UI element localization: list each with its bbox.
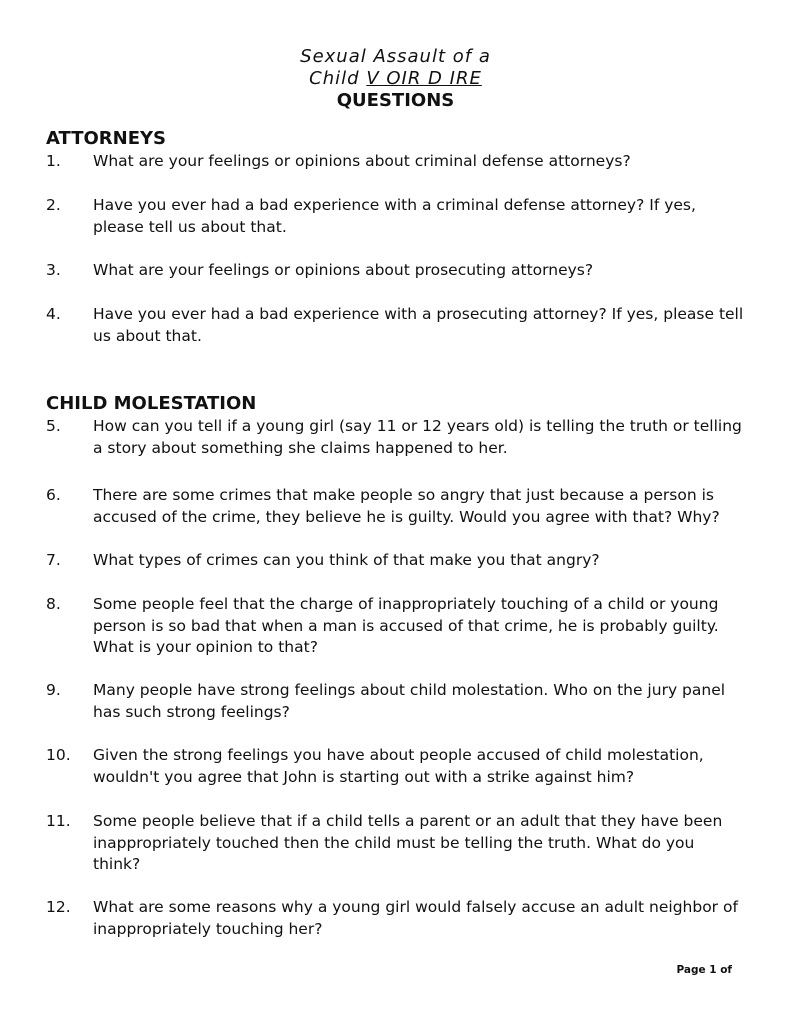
question-number: 12.: [46, 898, 71, 916]
question-item: [46, 304, 746, 347]
question-item: [46, 195, 746, 238]
question-item: [46, 151, 746, 173]
question-item: [46, 811, 746, 876]
question-text: Some people feel that the charge of inappropriately touching of a child or young person is so bad that when a man is accused of that crime, he is probably guilty. What is your opinion to that?: [93, 595, 719, 656]
question-text: Have you ever had a bad experience with a prosecuting attorney? If yes, please tell us about that.: [93, 305, 744, 345]
question-text: Some people believe that if a child tells a parent or an adult that they have been inappropriately touched then the child must be telling the truth. What do you think?: [93, 812, 723, 873]
question-text: What types of crimes can you think of that make you that angry?: [93, 551, 600, 569]
question-text: What are your feelings or opinions about prosecuting attorneys?: [93, 261, 594, 279]
question-item: [46, 485, 746, 528]
question-number: 10.: [46, 746, 71, 764]
page-number-footer: Page 1 of: [676, 964, 732, 976]
question-text: Many people have strong feelings about child molestation. Who on the jury panel has such strong feelings?: [93, 681, 726, 721]
question-number: 3.: [46, 261, 61, 279]
question-item: [46, 416, 746, 459]
title-line-2-prefix: Child: [309, 68, 367, 89]
question-item: [46, 260, 746, 282]
question-number: 9.: [46, 681, 61, 699]
question-text: How can you tell if a young girl (say 11 or 12 years old) is telling the truth or telling a story about something she claims happened to her.: [93, 417, 742, 457]
question-number: 4.: [46, 305, 61, 323]
question-item: [46, 680, 746, 723]
question-number: 1.: [46, 152, 61, 170]
section-heading-attorneys: ATTORNEYS: [46, 128, 167, 149]
question-text: There are some crimes that make people so angry that just because a person is accused of the crime, they believe he is guilty. Would you agree with that? Why?: [93, 486, 720, 526]
question-text: Have you ever had a bad experience with a criminal defense attorney? If yes, please tell us about that.: [93, 196, 696, 236]
question-number: 2.: [46, 196, 61, 214]
section-heading-child-molestation: CHILD MOLESTATION: [46, 393, 257, 414]
title-voir-dire: V OIR D IRE: [366, 68, 482, 89]
question-text: What are some reasons why a young girl would falsely accuse an adult neighbor of inappropriately touching her?: [93, 898, 738, 938]
question-text: Given the strong feelings you have about people accused of child molestation, wouldn't you agree that John is starting out with a strike against him?: [93, 746, 704, 786]
question-number: 8.: [46, 595, 61, 613]
title-line-2: [0, 68, 791, 90]
question-number: 7.: [46, 551, 61, 569]
question-text: What are your feelings or opinions about criminal defense attorneys?: [93, 152, 631, 170]
title-line-1: Sexual Assault of a: [300, 46, 491, 67]
question-item: [46, 745, 746, 788]
question-number: 11.: [46, 812, 71, 830]
document-title: [0, 46, 791, 112]
question-number: 6.: [46, 486, 61, 504]
question-item: [46, 550, 746, 572]
question-item: [46, 594, 746, 659]
question-number: 5.: [46, 417, 61, 435]
question-item: [46, 897, 746, 940]
title-line-3: QUESTIONS: [336, 90, 455, 111]
